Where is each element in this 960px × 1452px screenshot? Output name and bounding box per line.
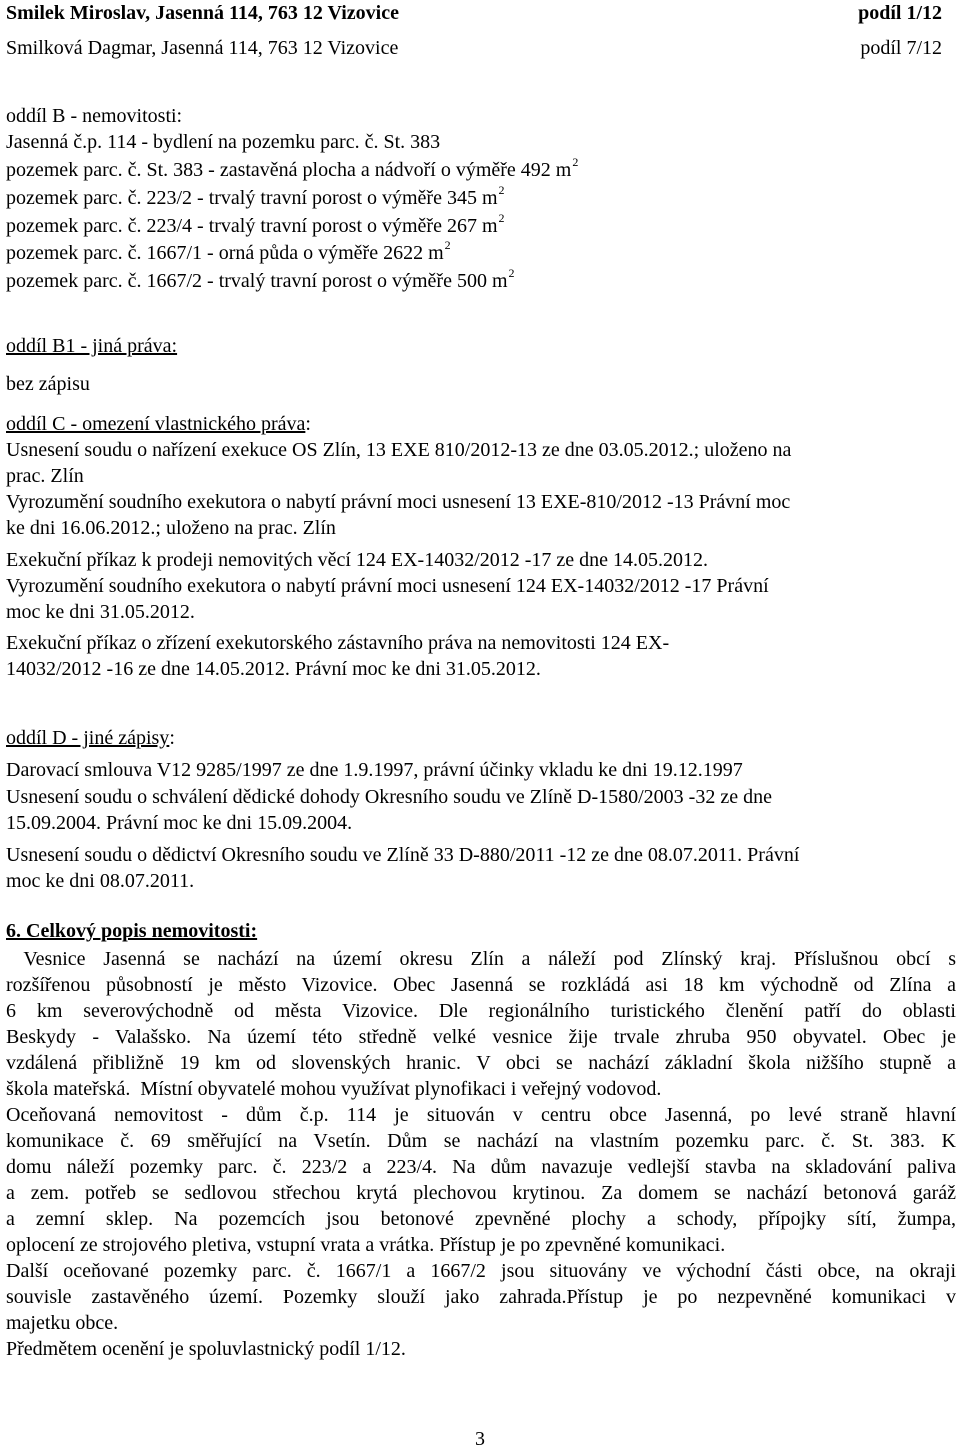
description-line: a zem. potřeb se sedlovou střechou krytá plechovou krytinou. Za domem se nachází betonová garáž: [6, 1182, 956, 1204]
section-c-line: Exekuční příkaz o zřízení exekutorského zástavního práva na nemovitosti 124 EX-: [6, 632, 670, 654]
section-d-line: Usnesení soudu o dědictví Okresního soudu ve Zlíně 33 D-880/2011 -12 ze dne 08.07.2011. Právní: [6, 844, 800, 866]
section-c-line: Vyrozumění soudního exekutora o nabytí právní moci usnesení 124 EX-14032/2012 -17 Právní: [6, 575, 769, 597]
section-b-item: Jasenná č.p. 114 - bydlení na pozemku parc. č. St. 383: [6, 131, 441, 153]
section-b-title: oddíl B - nemovitosti:: [6, 105, 183, 127]
description-line: domu náleží pozemky parc. č. 223/2 a 223/4. Na dům navazuje vedlejší stavba na skladování paliva: [6, 1156, 956, 1178]
description-line: komunikace č. 69 směřující na Vsetín. Dům se nachází na vlastním pozemku parc. č. St. 383. K: [6, 1130, 956, 1152]
description-line: oplocení ze strojového pletiva, vstupní vrata a vrátka. Přístup je po zpevněné komunikaci.: [6, 1234, 726, 1256]
section-b-item: pozemek parc. č. St. 383 - zastavěná plocha a nádvoří o výměře 492 $m^2$: [6, 155, 579, 181]
section-d-line: Darovací smlouva V12 9285/1997 ze dne 1.9.1997, právní účinky vkladu ke dni 19.12.1997: [6, 759, 743, 781]
section-b-item: pozemek parc. č. 223/2 - trvalý travní porost o výměře 345 $m^2$: [6, 183, 505, 209]
section-d-line: 15.09.2004. Právní moc ke dni 15.09.2004.: [6, 812, 353, 834]
section-c-line: 14032/2012 -16 ze dne 14.05.2012. Právní moc ke dni 31.05.2012.: [6, 658, 541, 680]
section-b-item: pozemek parc. č. 1667/1 - orná půda o výměře 2622 $m^2$: [6, 238, 451, 264]
section-c-line: Vyrozumění soudního exekutora o nabytí právní moci usnesení 13 EXE-810/2012 -13 Právní moc: [6, 491, 791, 513]
owner-line-1: Smilek Miroslav, Jasenná 114, 763 12 Vizovice: [6, 2, 399, 24]
section-b-item: pozemek parc. č. 1667/2 - trvalý travní porost o výměře 500 $m^2$: [6, 266, 515, 292]
description-line: Oceňovaná nemovitost - dům č.p. 114 je situován v centru obce Jasenná, po levé straně hlavní: [6, 1104, 956, 1126]
share-2: podíl 7/12: [860, 37, 942, 59]
description-line: škola mateřská. Místní obyvatelé mohou využívat plynofikaci i veřejný vodovod.: [6, 1078, 662, 1100]
description-line: vzdálená přibližně 19 km od slovenských hranic. V obci se nachází základní škola nižšího stupně a: [6, 1052, 956, 1074]
section-c-line: moc ke dni 31.05.2012.: [6, 601, 195, 623]
section-d-line: moc ke dni 08.07.2011.: [6, 870, 195, 892]
section-c-title: oddíl C - omezení vlastnického práva:: [6, 413, 311, 435]
description-line: Vesnice Jasenná se nachází na území okresu Zlín a náleží pod Zlínský kraj. Příslušnou obcí s: [6, 948, 956, 970]
valuation-subject: Předmětem ocenění je spoluvlastnický podíl 1/12.: [6, 1338, 406, 1360]
section-b-item: pozemek parc. č. 223/4 - trvalý travní porost o výměře 267 $m^2$: [6, 211, 505, 237]
section-d-line: Usnesení soudu o schválení dědické dohody Okresního soudu ve Zlíně D-1580/2003 -32 ze dne: [6, 786, 772, 808]
description-line: 6 km severovýchodně od města Vizovice. Dle regionálního turistického členění patří do oblasti: [6, 1000, 956, 1022]
description-line: Další oceňované pozemky parc. č. 1667/1 a 1667/2 jsou situovány ve východní části obce, na okraji: [6, 1260, 956, 1282]
description-line: rozšířenou působností je město Vizovice. Obec Jasenná se rozkládá asi 18 km východně od Zlína a: [6, 974, 956, 996]
description-line: Beskydy - Valašsko. Na území této středně velké vesnice žije trvale zhruba 950 obyvatel. Obec je: [6, 1026, 956, 1048]
page-number: 3: [475, 1428, 485, 1450]
section-b1-text: bez zápisu: [6, 373, 90, 395]
owner-line-2: Smilková Dagmar, Jasenná 114, 763 12 Vizovice: [6, 37, 399, 59]
section-c-line: prac. Zlín: [6, 465, 84, 487]
section-d-title: oddíl D - jiné zápisy:: [6, 727, 175, 749]
description-line: souvisle zastavěného území. Pozemky slouží jako zahrada.Přístup je po nezpevněné komunikaci v: [6, 1286, 956, 1308]
description-line: a zemní sklep. Na pozemcích jsou betonové zpevněné plochy a schody, přípojky sítí, žumpa,: [6, 1208, 956, 1230]
section-6-title: 6. Celkový popis nemovitosti:: [6, 920, 258, 942]
section-c-line: Exekuční příkaz k prodeji nemovitých věcí 124 EX-14032/2012 -17 ze dne 14.05.2012.: [6, 549, 709, 571]
description-line: majetku obce.: [6, 1312, 119, 1334]
section-b1-title: oddíl B1 - jiná práva:: [6, 335, 178, 357]
share-1: podíl 1/12: [858, 2, 942, 24]
section-c-line: ke dni 16.06.2012.; uloženo na prac. Zlín: [6, 517, 336, 539]
section-c-line: Usnesení soudu o nařízení exekuce OS Zlín, 13 EXE 810/2012-13 ze dne 03.05.2012.; uloženo na: [6, 439, 792, 461]
